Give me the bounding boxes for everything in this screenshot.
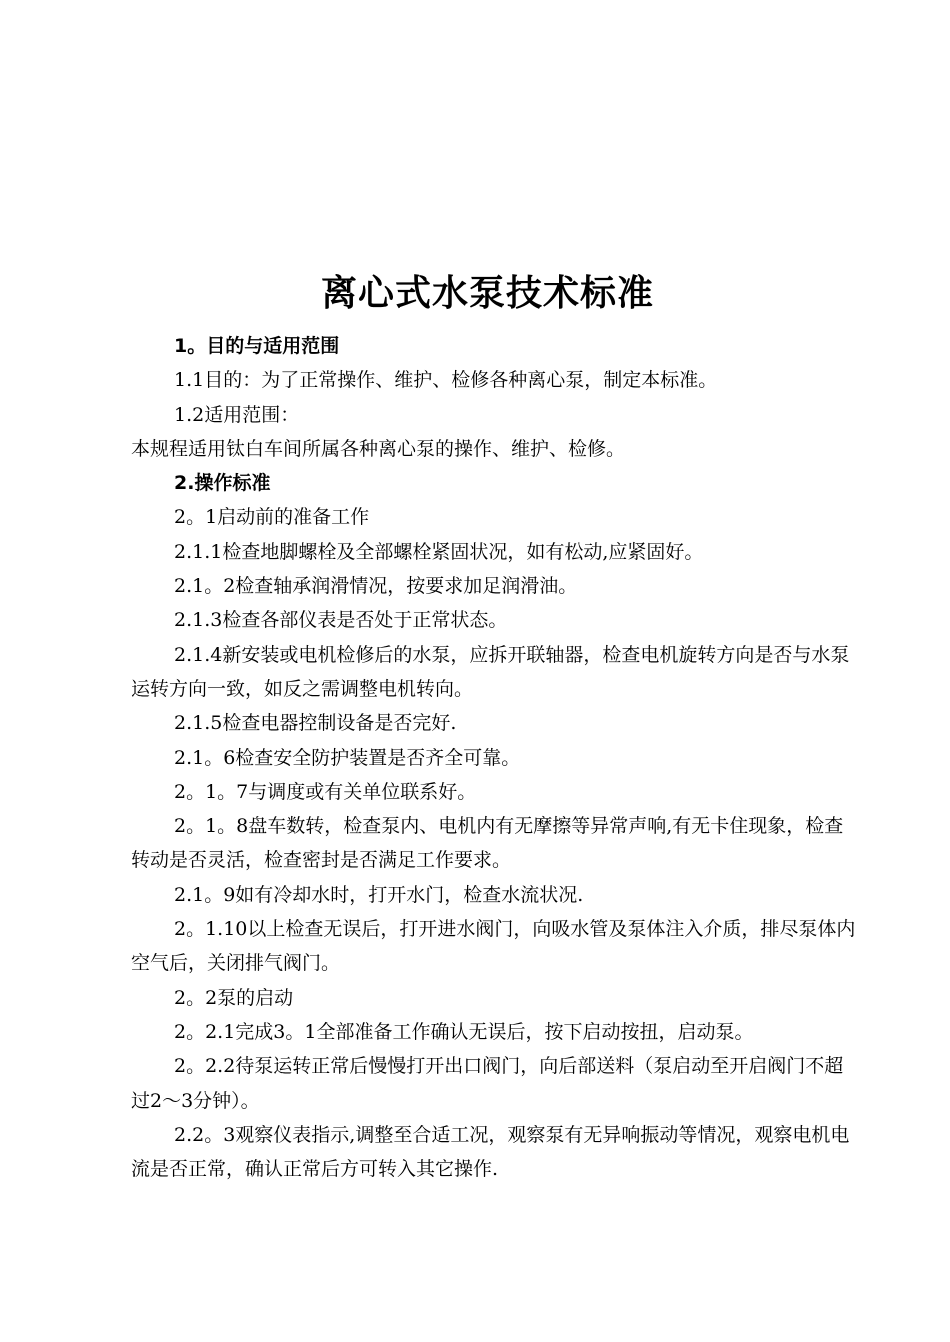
- paragraph: 2.1.5检查电器控制设备是否完好.: [174, 712, 457, 735]
- paragraph: 2。1。7与调度或有关单位联系好。: [174, 780, 477, 803]
- paragraph: 2。1.10以上检查无误后，打开进水阀门，向吸水管及泵体注入介质，排尽泵体内空气后，关闭排气阀门。: [131, 918, 856, 975]
- paragraph: 2.1.1检查地脚螺栓及全部螺栓紧固状况，如有松动,应紧固好。: [174, 540, 704, 563]
- paragraph: 2.1。6检查安全防护装置是否齐全可靠。: [174, 746, 521, 769]
- document-title: 离心式水泵技术标准: [320, 273, 654, 314]
- paragraph: 2.2。3观察仪表指示,调整至合适工况，观察泵有无异响振动等情况，观察电机电流是否正常，确认正常后方可转入其它操作.: [131, 1123, 850, 1181]
- paragraph: 2。1。8盘车数转，检查泵内、电机内有无摩擦等异常声响,有无卡住现象，检查转动是否灵活，检查密封是否满足工作要求。: [131, 815, 844, 872]
- paragraph: 1.1目的：为了正常操作、维护、检修各种离心泵，制定本标准。: [174, 369, 718, 392]
- document-body: [131, 329, 861, 1186]
- paragraph: 本规程适用钛白车间所属各种离心泵的操作、维护、检修。: [131, 437, 626, 460]
- paragraph: 1.2适用范围：: [174, 403, 300, 426]
- paragraph: 2.1.3检查各部仪表是否处于正常状态。: [174, 609, 508, 632]
- paragraph: 2。2泵的启动: [174, 986, 294, 1009]
- paragraph: 2.1。2检查轴承润滑情况，按要求加足润滑油。: [174, 575, 578, 598]
- section-heading: 2.操作标准: [174, 472, 271, 495]
- paragraph: 2。1启动前的准备工作: [174, 506, 370, 529]
- section-heading: 1。目的与适用范围: [174, 335, 340, 357]
- paragraph: 2。2.1完成3。1全部准备工作确认无误后，按下启动按扭，启动泵。: [174, 1020, 754, 1043]
- paragraph: 2。2.2待泵运转正常后慢慢打开出口阀门，向后部送料（泵启动至开启阀门不超过2～3分钟）。: [131, 1055, 844, 1112]
- paragraph: 2.1.4新安装或电机检修后的水泵，应拆开联轴器，检查电机旋转方向是否与水泵运转方向一致，如反之需调整电机转向。: [131, 643, 850, 700]
- paragraph: 2.1。9如有冷却水时，打开水门，检查水流状况.: [174, 883, 584, 906]
